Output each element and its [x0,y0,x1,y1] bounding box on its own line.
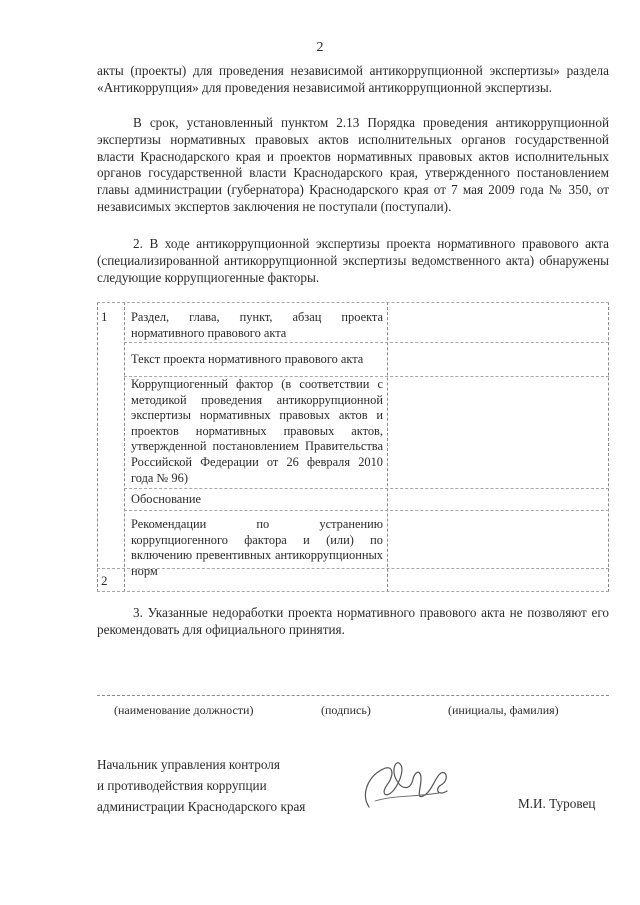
intro-paragraph: акты (проекты) для проведения независимой антикоррупционной экспертизы» раздела «Антикоррупция» для проведения независимой антикоррупционной экспертизы. [97,63,609,95]
position-line: и противодействия коррупции [97,778,267,793]
deadline-paragraph: В срок, установленный пунктом 2.13 Порядка проведения антикоррупционной экспертизы нормативных правовых актов исполнительных органов государственной власти Краснодарского края и проектов нормативных правовых актов исполнительных органов государственной власти Краснодарского края, утвержденного постановлением главы администрации (губернатора) Краснодарского края от 7 мая 2009 года № 350, от независимых экспертов заключения не поступали (поступали). [97,115,609,214]
corruption-factors-table [97,302,609,592]
official-position [97,754,305,817]
page-number: 2 [316,40,324,55]
signature-caption: (подпись) [321,703,371,717]
table-cell-label: Обоснование [131,492,202,506]
position-caption: (наименование должности) [114,703,254,717]
table-cell-label: Коррупциогенный фактор (в соответствии с методикой проведения антикоррупционной экспертизы нормативных правовых актов и проектов нормативных правовых актов, утвержденной постановлением Правительства Российской Федерации от 26 февраля 2010 года № 96) [131,377,383,485]
row-number: 1 [101,309,108,324]
table-cell-label: Текст проекта нормативного правового акта [131,352,364,366]
findings-paragraph: 2. В ходе антикоррупционной экспертизы проекта нормативного правового акта (специализированной антикоррупционной экспертизы ведомственного акта) обнаружены следующие коррупциогенные факторы. [97,236,609,285]
conclusion-paragraph: 3. Указанные недоработки проекта нормативного правового акта не позволяют его рекомендовать для официального принятия. [97,605,609,637]
position-line: Начальник управления контроля [97,757,280,772]
table-border-right [608,302,609,592]
table-divider [124,488,609,489]
table-top-border [97,302,609,303]
table-divider-number [124,302,125,592]
table-border-left [97,302,98,592]
table-bottom-border [97,591,609,592]
initials-caption: (инициалы, фамилия) [448,703,559,717]
table-cell-label: Раздел, глава, пункт, абзац проекта нормативного правового акта [131,310,383,340]
row-number: 2 [101,573,108,588]
handwritten-signature [355,755,465,817]
official-name: М.И. Туровец [518,796,596,811]
table-divider-content [387,302,388,592]
signature-line [97,695,609,696]
table-cell-label: Рекомендации по устранению коррупциогенного фактора и (или) по включению превентивных антикоррупционных норм [131,517,383,578]
position-line: администрации Краснодарского края [97,799,306,814]
table-divider [124,342,609,343]
table-divider [124,510,609,511]
